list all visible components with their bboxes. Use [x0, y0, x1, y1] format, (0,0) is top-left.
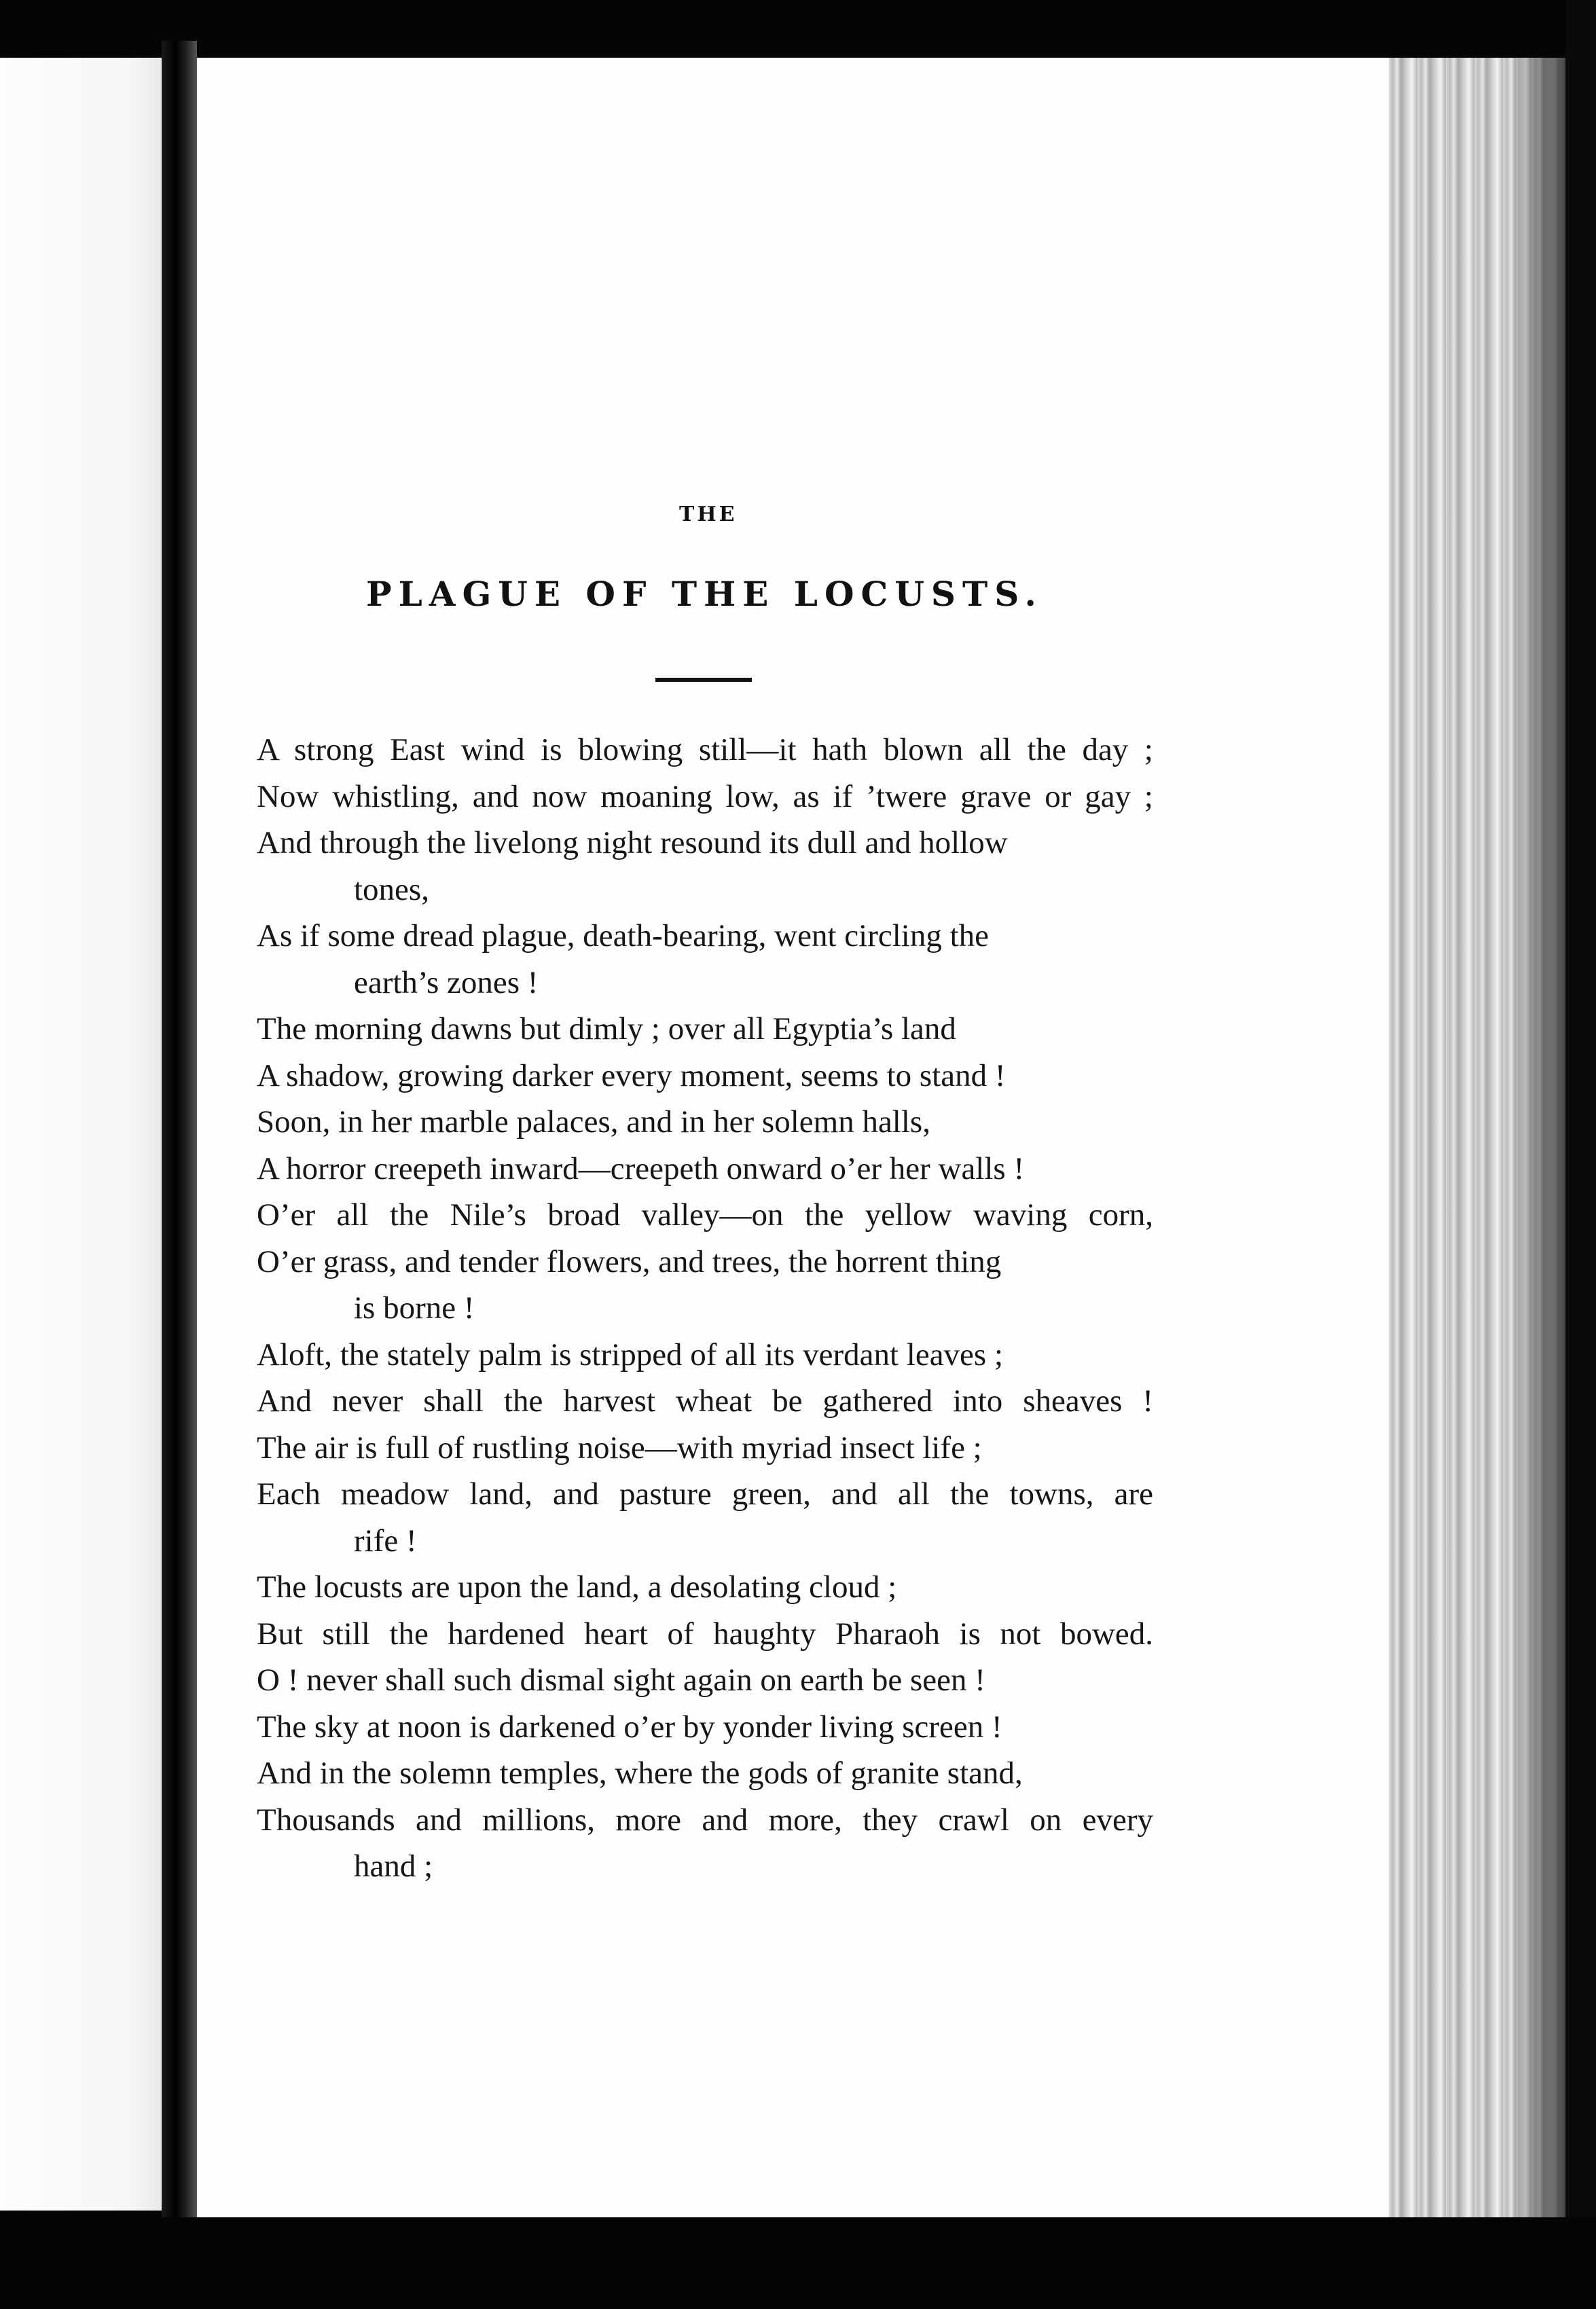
poem-line-text: But still the hardened heart of haughty Pharaoh is not bowed.	[257, 1616, 1153, 1652]
pre-title: THE	[679, 503, 738, 526]
fore-edge-shadow	[1518, 58, 1565, 2221]
poem-line	[257, 1471, 1153, 1564]
poem-line	[257, 1146, 1153, 1193]
poem-line-text: The sky at noon is darkened o’er by yonder living screen !	[257, 1709, 1002, 1745]
poem-line-text: The morning dawns but dimly ; over all Egyptia’s land	[257, 1011, 956, 1047]
poem-line-text: As if some dread plague, death-bearing, went circling the	[257, 918, 989, 953]
poem-line	[257, 1564, 1153, 1611]
poem-line-turnover: earth’s zones !	[354, 964, 539, 1000]
poem-line	[257, 727, 1153, 774]
poem-line-text: A horror creepeth inward—creepeth onward o’er her walls !	[257, 1150, 1025, 1186]
poem-line	[257, 1099, 1153, 1146]
poem-line-text: The locusts are upon the land, a desolating cloud ;	[257, 1569, 897, 1605]
poem-line-text: Soon, in her marble palaces, and in her solemn halls,	[257, 1104, 930, 1140]
poem-line-text: And in the solemn temples, where the gods of granite stand,	[257, 1756, 1023, 1791]
poem-line-turnover: tones,	[354, 871, 429, 907]
poem-line-turnover: is borne !	[354, 1290, 475, 1326]
poem-line-text: O ! never shall such dismal sight again on earth be seen !	[257, 1662, 985, 1698]
poem-line	[257, 1378, 1153, 1425]
poem-line	[257, 1750, 1153, 1797]
poem-line-text: The air is full of rustling noise—with myriad insect life ;	[257, 1430, 982, 1466]
poem-line-text: Aloft, the stately palm is stripped of all its verdant leaves ;	[257, 1337, 1004, 1372]
poem-line	[257, 774, 1153, 820]
poem-line	[257, 1425, 1153, 1472]
poem-line-text: A shadow, growing darker every moment, seems to stand !	[257, 1057, 1006, 1093]
poem-line	[257, 1611, 1153, 1658]
poem-line-turnover: hand ;	[354, 1849, 433, 1884]
book-fore-edge	[1389, 58, 1565, 2221]
poem-line-text: O’er all the Nile’s broad valley—on the yellow waving corn,	[257, 1197, 1153, 1233]
scan-border-bottom	[0, 2217, 1596, 2309]
poem-body	[257, 727, 1153, 1890]
poem-line	[257, 1192, 1153, 1239]
poem-line	[257, 1053, 1153, 1099]
poem-line-text: And never shall the harvest wheat be gathered into sheaves !	[257, 1383, 1153, 1419]
left-facing-page	[0, 58, 162, 2211]
poem-line	[257, 1239, 1153, 1332]
poem-line-text: Thousands and millions, more and more, they crawl on every	[257, 1802, 1153, 1838]
poem-line	[257, 913, 1153, 1006]
poem-line-text: Now whistling, and now moaning low, as if ’twere grave or gay ;	[257, 778, 1153, 814]
poem-line	[257, 1657, 1153, 1704]
poem-line-text: And through the livelong night resound its dull and hollow	[257, 825, 1008, 860]
title-rule	[655, 678, 752, 682]
poem-line	[257, 1006, 1153, 1053]
poem-line-text: O’er grass, and tender flowers, and trees, the horrent thing	[257, 1243, 1002, 1279]
book-gutter	[162, 41, 197, 2241]
poem-line-text: Each meadow land, and pasture green, and all the towns, are	[257, 1476, 1153, 1512]
poem-line	[257, 1332, 1153, 1379]
poem-title: PLAGUE OF THE LOCUSTS.	[366, 574, 1043, 614]
scan-border-right	[1565, 0, 1596, 2309]
poem-line-text: A strong East wind is blowing still—it hath blown all the day ;	[257, 732, 1153, 767]
poem-line	[257, 1704, 1153, 1751]
poem-line	[257, 1797, 1153, 1890]
poem-line-turnover: rife !	[354, 1523, 417, 1559]
poem-line	[257, 820, 1153, 913]
